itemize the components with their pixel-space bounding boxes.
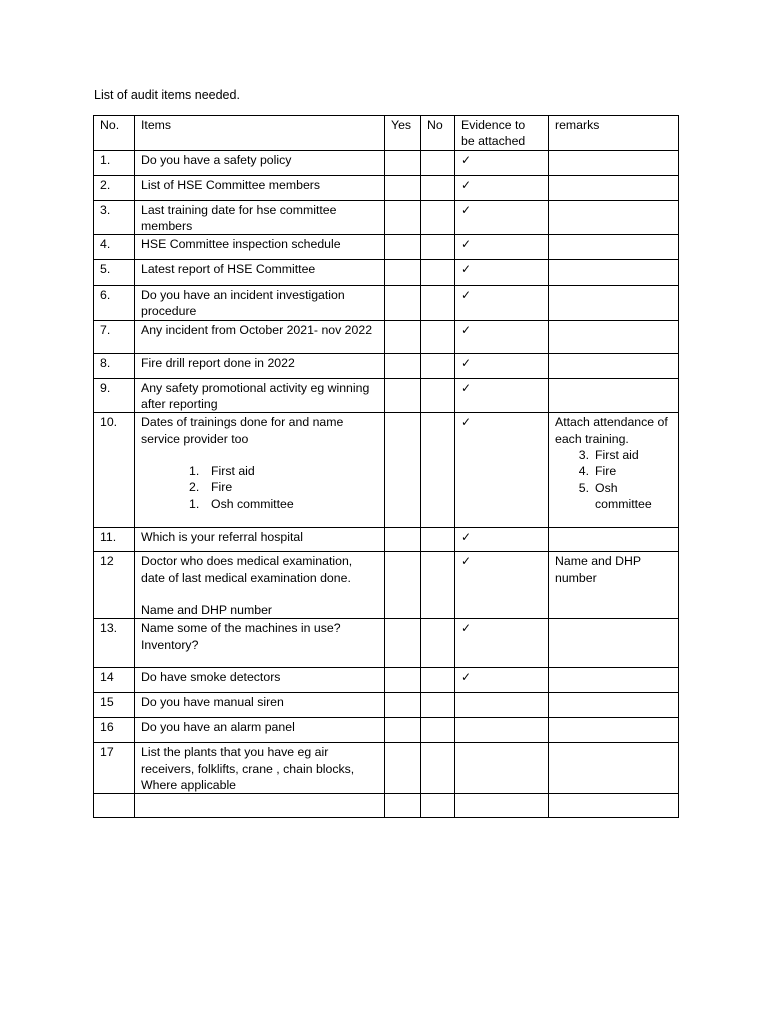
- checkmark-icon: ✓: [461, 262, 472, 277]
- row-item: Fire drill report done in 2022: [135, 353, 385, 378]
- table-row: [94, 693, 679, 718]
- evidence-cell[interactable]: [455, 718, 549, 743]
- yes-cell[interactable]: [385, 743, 421, 794]
- no-cell[interactable]: [421, 668, 455, 693]
- header-remarks: remarks: [549, 116, 679, 151]
- row-number: 16: [94, 718, 135, 743]
- table-row: [94, 552, 679, 619]
- remarks-cell[interactable]: [549, 235, 679, 260]
- table-row: [94, 235, 679, 260]
- empty-cell[interactable]: [94, 794, 135, 818]
- row-item: Latest report of HSE Committee: [135, 260, 385, 286]
- remarks-cell[interactable]: [549, 528, 679, 552]
- yes-cell[interactable]: [385, 528, 421, 552]
- row-number: 17: [94, 743, 135, 794]
- evidence-cell[interactable]: [455, 413, 549, 528]
- checkmark-icon: ✓: [461, 380, 472, 395]
- row-item: [135, 413, 385, 528]
- empty-cell[interactable]: [135, 794, 385, 818]
- yes-cell[interactable]: [385, 378, 421, 413]
- remarks-cell[interactable]: [549, 413, 679, 528]
- yes-cell[interactable]: [385, 320, 421, 353]
- remarks-cell[interactable]: [549, 619, 679, 668]
- table-row: [94, 175, 679, 200]
- row-item: Do have smoke detectors: [135, 668, 385, 693]
- checkmark-icon: ✓: [461, 355, 472, 370]
- row-number: 10.: [94, 413, 135, 528]
- list-number: 1.: [189, 496, 200, 511]
- row-number: 14: [94, 668, 135, 693]
- list-text: Fire: [595, 464, 617, 479]
- row-number: 1.: [94, 150, 135, 175]
- no-cell[interactable]: [421, 718, 455, 743]
- yes-cell[interactable]: [385, 260, 421, 286]
- remark-text: Attach attendance of each training.: [555, 415, 668, 446]
- list-text: Osh committee: [595, 480, 652, 511]
- row-number: 5.: [94, 260, 135, 286]
- no-cell[interactable]: [421, 619, 455, 668]
- remarks-cell[interactable]: [549, 175, 679, 200]
- list-item: [555, 480, 672, 513]
- no-cell[interactable]: [421, 413, 455, 528]
- row-number: 9.: [94, 378, 135, 413]
- checkmark-icon: ✓: [461, 288, 472, 303]
- remarks-cell[interactable]: [549, 668, 679, 693]
- evidence-cell[interactable]: [455, 260, 549, 286]
- checkmark-icon: ✓: [461, 322, 472, 337]
- remarks-cell[interactable]: [549, 286, 679, 321]
- list-text: First aid: [595, 447, 639, 462]
- yes-cell[interactable]: [385, 286, 421, 321]
- remarks-cell[interactable]: [549, 718, 679, 743]
- no-cell[interactable]: [421, 286, 455, 321]
- list-item: [555, 463, 672, 479]
- list-item: [186, 496, 378, 512]
- no-cell[interactable]: [421, 378, 455, 413]
- row-item-text: Dates of trainings done for and name service provider too: [141, 415, 344, 446]
- row-item: List the plants that you have eg air receivers, folklifts, crane , chain blocks, Where applicable: [135, 743, 385, 794]
- document-title: List of audit items needed.: [94, 88, 240, 102]
- remarks-cell[interactable]: [549, 320, 679, 353]
- evidence-cell[interactable]: [455, 693, 549, 718]
- list-number: 5.: [578, 480, 589, 495]
- empty-cell[interactable]: [549, 794, 679, 818]
- list-item: [555, 447, 672, 463]
- yes-cell[interactable]: [385, 552, 421, 619]
- no-cell[interactable]: [421, 260, 455, 286]
- evidence-cell[interactable]: [455, 353, 549, 378]
- audit-table: [93, 115, 679, 818]
- list-number: 2.: [189, 480, 200, 495]
- evidence-cell[interactable]: [455, 619, 549, 668]
- checkmark-icon: ✓: [461, 237, 472, 252]
- table-row: [94, 718, 679, 743]
- no-cell[interactable]: [421, 235, 455, 260]
- list-number: 3.: [578, 447, 589, 462]
- evidence-cell[interactable]: [455, 743, 549, 794]
- row-item: Do you have an incident investigation procedure: [135, 286, 385, 321]
- row-item: [135, 552, 385, 619]
- table-row: [94, 320, 679, 353]
- no-cell[interactable]: [421, 528, 455, 552]
- remarks-cell[interactable]: [549, 353, 679, 378]
- evidence-cell[interactable]: [455, 320, 549, 353]
- checkmark-icon: ✓: [461, 554, 472, 569]
- table-row: [94, 260, 679, 286]
- row-item: Last training date for hse committee members: [135, 200, 385, 235]
- row-number: 3.: [94, 200, 135, 235]
- yes-cell[interactable]: [385, 718, 421, 743]
- remarks-cell[interactable]: [549, 150, 679, 175]
- row-number: 12: [94, 552, 135, 619]
- checkmark-icon: ✓: [461, 530, 472, 545]
- evidence-cell[interactable]: [455, 286, 549, 321]
- remarks-cell[interactable]: [549, 693, 679, 718]
- header-yes: Yes: [385, 116, 421, 151]
- table-row: [94, 353, 679, 378]
- row-number: 2.: [94, 175, 135, 200]
- list-text: Fire: [211, 480, 233, 495]
- row-item: Do you have a safety policy: [135, 150, 385, 175]
- yes-cell[interactable]: [385, 175, 421, 200]
- header-no: No.: [94, 116, 135, 151]
- evidence-cell[interactable]: [455, 528, 549, 552]
- checkmark-icon: ✓: [461, 152, 472, 167]
- row-number: 8.: [94, 353, 135, 378]
- table-row: [94, 619, 679, 668]
- yes-cell[interactable]: [385, 235, 421, 260]
- yes-cell[interactable]: [385, 150, 421, 175]
- checkmark-icon: ✓: [461, 202, 472, 217]
- checkmark-icon: ✓: [461, 177, 472, 192]
- row-item: Do you have an alarm panel: [135, 718, 385, 743]
- row-item: Any incident from October 2021- nov 2022: [135, 320, 385, 353]
- table-row: [94, 413, 679, 528]
- row-item: List of HSE Committee members: [135, 175, 385, 200]
- row-number: 7.: [94, 320, 135, 353]
- empty-cell[interactable]: [385, 794, 421, 818]
- no-cell[interactable]: [421, 552, 455, 619]
- list-item: [186, 463, 378, 479]
- header-no-col: No: [421, 116, 455, 151]
- yes-cell[interactable]: [385, 668, 421, 693]
- list-text: First aid: [211, 463, 255, 478]
- row-number: 13.: [94, 619, 135, 668]
- checkmark-icon: ✓: [461, 670, 472, 685]
- empty-cell[interactable]: [455, 794, 549, 818]
- spacer: [141, 586, 378, 602]
- remarks-cell[interactable]: [549, 200, 679, 235]
- evidence-cell[interactable]: [455, 200, 549, 235]
- checkmark-icon: ✓: [461, 415, 472, 430]
- no-cell[interactable]: [421, 743, 455, 794]
- evidence-cell[interactable]: [455, 378, 549, 413]
- table-row: [94, 743, 679, 794]
- yes-cell[interactable]: [385, 413, 421, 528]
- no-cell[interactable]: [421, 320, 455, 353]
- no-cell[interactable]: [421, 150, 455, 175]
- row-item: Any safety promotional activity eg winning after reporting: [135, 378, 385, 413]
- remarks-cell[interactable]: Name and DHP number: [549, 552, 679, 619]
- evidence-cell[interactable]: [455, 175, 549, 200]
- row-item: Name some of the machines in use? Inventory?: [135, 619, 385, 668]
- no-cell[interactable]: [421, 353, 455, 378]
- row-number: 4.: [94, 235, 135, 260]
- list-number: 4.: [578, 464, 589, 479]
- remark-list: [555, 447, 672, 512]
- no-cell[interactable]: [421, 693, 455, 718]
- evidence-cell[interactable]: [455, 668, 549, 693]
- evidence-cell[interactable]: [455, 150, 549, 175]
- row-item-extra: Name and DHP number: [141, 602, 273, 617]
- yes-cell[interactable]: [385, 619, 421, 668]
- list-item: [186, 479, 378, 495]
- no-cell[interactable]: [421, 175, 455, 200]
- row-number: 15: [94, 693, 135, 718]
- checkmark-icon: ✓: [461, 621, 472, 636]
- training-list: [141, 463, 378, 512]
- table-row: [94, 150, 679, 175]
- list-number: 1.: [189, 463, 200, 478]
- empty-cell[interactable]: [421, 794, 455, 818]
- list-text: Osh committee: [211, 496, 294, 511]
- row-item: HSE Committee inspection schedule: [135, 235, 385, 260]
- remarks-cell[interactable]: [549, 378, 679, 413]
- no-cell[interactable]: [421, 200, 455, 235]
- row-number: 11.: [94, 528, 135, 552]
- empty-row: [94, 794, 679, 818]
- evidence-cell[interactable]: [455, 552, 549, 619]
- header-row: [94, 116, 679, 151]
- table-row: [94, 668, 679, 693]
- row-number: 6.: [94, 286, 135, 321]
- row-item: Do you have manual siren: [135, 693, 385, 718]
- yes-cell[interactable]: [385, 693, 421, 718]
- header-items: Items: [135, 116, 385, 151]
- evidence-cell[interactable]: [455, 235, 549, 260]
- yes-cell[interactable]: [385, 200, 421, 235]
- table-row: [94, 378, 679, 413]
- row-item: Which is your referral hospital: [135, 528, 385, 552]
- row-item-text: Doctor who does medical examination, date of last medical examination done.: [141, 554, 353, 585]
- remarks-cell[interactable]: [549, 260, 679, 286]
- table-row: [94, 200, 679, 235]
- yes-cell[interactable]: [385, 353, 421, 378]
- table-row: [94, 528, 679, 552]
- remarks-cell[interactable]: [549, 743, 679, 794]
- header-evidence: Evidence to be attached: [455, 116, 549, 151]
- table-row: [94, 286, 679, 321]
